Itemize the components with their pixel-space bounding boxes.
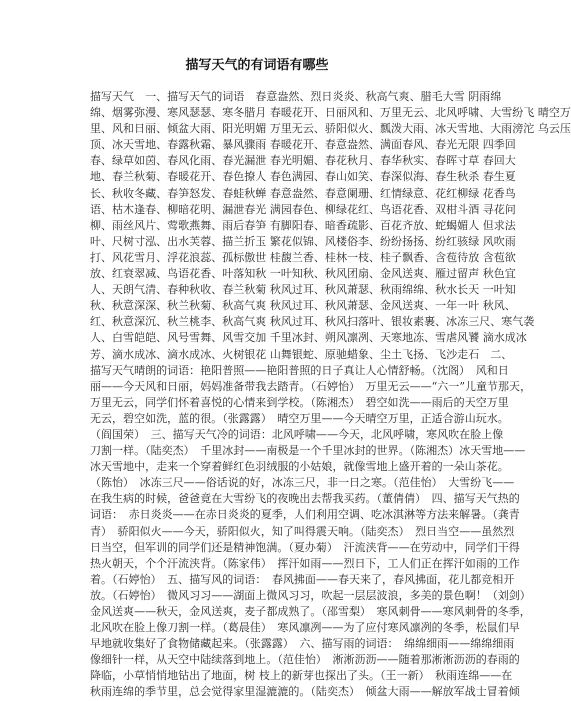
text-line: 柳、雨丝风片、莺歌燕舞、雨后春笋 有脚阳春、暗香疏影、百花齐放、蛇蝎媚人 但求法 xyxy=(90,218,516,232)
text-line: 金风送爽——秋天，金风送爽，麦子都成熟了。（邵雪梨） 寒风刺骨——寒风刺骨的冬季， xyxy=(90,605,531,618)
text-line: 词语： 赤日炎炎——在赤日炎炎的夏季，人们利用空调、吃冰淇淋等方法来解暑。（龚青 xyxy=(90,508,520,522)
text-line: 人、天朗气清、春种秋收、春兰秋菊 秋风过耳、秋风萧瑟、秋雨绵绵、秋水长天 一叶知 xyxy=(90,283,516,297)
text-line: 放、红衰翠减、鸟语花香、叶落知秋 一叶知秋、秋风团扇、金风送爽、雁过留声 秋色宜 xyxy=(90,267,516,281)
text-line: （阎国荣） 三、描写天气冷的词语：北风呼啸——今天，北风呼啸，寒风吹在脸上像 xyxy=(90,427,504,441)
text-line: （陈怡） 冰冻三尺——俗话说的好，冰冻三尺，非一日之寒。（范佳怡） 大雪纷飞—— xyxy=(90,476,515,490)
text-line: 描写天气晴朗的词语：艳阳普照——艳阳普照的日子真让人心情舒畅。（沈阁） 风和日 xyxy=(90,363,509,377)
text-line: 人、白雪皑皑、风号雪舞、风雪交加 千里冰封、朔风凛冽、天寒地冻、雪虐风饕 滴水成冰 xyxy=(90,331,527,345)
text-line: 日当空，但军训的同学们还是精神饱满。（夏办菊） 汗流浃背——在劳动中，同学们干得 xyxy=(90,540,520,554)
text-line: 语、枯木逢春、柳暗花明、漏泄春光 满园春色、柳绿花红、鸟语花香、双柑斗酒 寻花问 xyxy=(90,202,516,216)
text-line: 着。（石婷怡） 五、描写风的词语： 春风拂面——春天来了，春风拂面，花儿都竞相开 xyxy=(90,572,515,586)
document-body xyxy=(90,89,571,701)
text-line: 刀割一样。（陆奕杰） 千里冰封——南极是一个千里冰封的世界。（陈湘杰）冰天雪地—— xyxy=(90,444,526,458)
text-line: 早地就收集好了食物储藏起来。（张露露） 六、描写雨的词语： 绵绵细雨——绵绵细雨 xyxy=(90,637,515,651)
text-line: 无云，碧空如洗，蓝的很。（张露露） 晴空万里——今天晴空万里，正适合游山玩水。 xyxy=(90,411,509,425)
text-line: 描写天气 一、描写天气的词语 春意盎然、烈日炎炎、秋高气爽、腊毛大雪 阴雨绵 xyxy=(90,90,502,103)
text-line: 叶、尺树寸泓、出水芙蓉、描兰折玉 繁花似锦、风楼俗李、纷纷扬扬、纷红骇绿 风吹雨 xyxy=(90,234,516,248)
text-line: 地、春兰秋菊、春暖花开、春色撩人 春色满园、春山如笑、春深似海、春生秋杀 春生夏 xyxy=(90,170,516,184)
text-line: 绵、烟雾弥漫、寒风瑟瑟、寒冬腊月 春暖花开、日丽风和、万里无云、北风呼啸、大雪纷飞 晴空万 xyxy=(90,106,571,120)
text-line: 芳、滴水成冰、滴水成冰、火树银花 山舞银蛇、原驰蜡象、尘土飞扬、飞沙走石 二、 xyxy=(90,347,513,361)
text-line: 放。（石婷怡） 微风习习——湖面上微风习习，吹起一层层波浪，多美的景色啊！（刘剑） xyxy=(90,588,531,602)
text-line: 长、秋收冬藏、春笋怒发、春蛙秋蝉 春意盎然、春意阑珊、红情绿意、花红柳绿 花香鸟 xyxy=(90,186,516,200)
text-line: 降临，小草悄悄地钻出了地面，树 枝上的新芽也探出了头。（王一新） 秋雨连绵——在 xyxy=(90,669,513,683)
text-line: 里、风和日丽、倾盆大雨、阳光明媚 万里无云、骄阳似火、瓢泼大雨、冰天雪地、大雨滂沱 乌云压 xyxy=(90,122,571,136)
text-line: 秋雨连绵的季节里，总会觉得家里湿漉漉的。（陆奕杰） 倾盆大雨——解放军战士冒着倾 xyxy=(90,685,520,699)
text-line: 像细针一样，从天空中陆续落到地上。（范佳怡） 淅淅沥沥——随着那淅淅沥沥的春雨的 xyxy=(90,653,520,667)
text-line: 红、秋意深沉、秋兰桃李、秋高气爽 秋风过耳、秋风扫落叶、银妆素裹、冰冻三尺、寒气袭 xyxy=(90,315,535,329)
text-line: 丽——今天风和日丽，妈妈准备带我去踏青。（石婷怡） 万里无云——“六一”儿童节那天， xyxy=(90,379,532,393)
text-line: 春、绿草如茵、春风化雨、春光漏泄 春光明媚、春花秋月、春华秋实、春晖寸草 春回大 xyxy=(90,154,516,168)
text-line: 顶、冰天雪地、春露秋霜、暴风骤雨 春暖花开、春意盎然、满面春风、春光无限 四季回 xyxy=(90,138,516,152)
text-line: 冰天雪地中，走来一个穿着鲜红色羽绒服的小姑娘，就像雪地上盛开着的一朵山茶花。 xyxy=(90,460,509,474)
text-line: 打、风花雪月、浮花浪蕊、孤标傲世 桂馥兰香、桂林一枝、桂子飘香、含苞待放 含苞欲 xyxy=(90,250,516,264)
text-line: 热火朝天，个个汗流浃背。（陈家伟） 挥汗如雨——烈日下，工人们正在挥汗如雨的工作 xyxy=(90,556,520,570)
document-title: 描写天气的有词语有哪些 xyxy=(185,58,329,73)
text-line: 万里无云，同学们怀着喜悦的心情来到学校。（陈湘杰） 碧空如洗——雨后的天空万里 xyxy=(90,395,509,409)
text-line: 在我生病的时候，爸爸竟在大雪纷飞的夜晚出去帮我买药。（董倩倩） 四、描写天气热的 xyxy=(90,492,520,506)
text-line: 青） 骄阳似火——今天，骄阳似火，知了叫得震天响。（陆奕杰） 烈日当空——虽然烈 xyxy=(90,524,515,538)
text-line: 北风吹在脸上像刀割一样。（葛晨佳） 寒风凛冽——为了应付寒风凛冽的冬季，松鼠们早 xyxy=(90,621,520,635)
text-line: 秋、秋意深深、秋兰秋菊、秋高气爽 秋风过耳、秋风萧瑟、金风送爽、一年一叶 秋风、 xyxy=(90,299,516,313)
